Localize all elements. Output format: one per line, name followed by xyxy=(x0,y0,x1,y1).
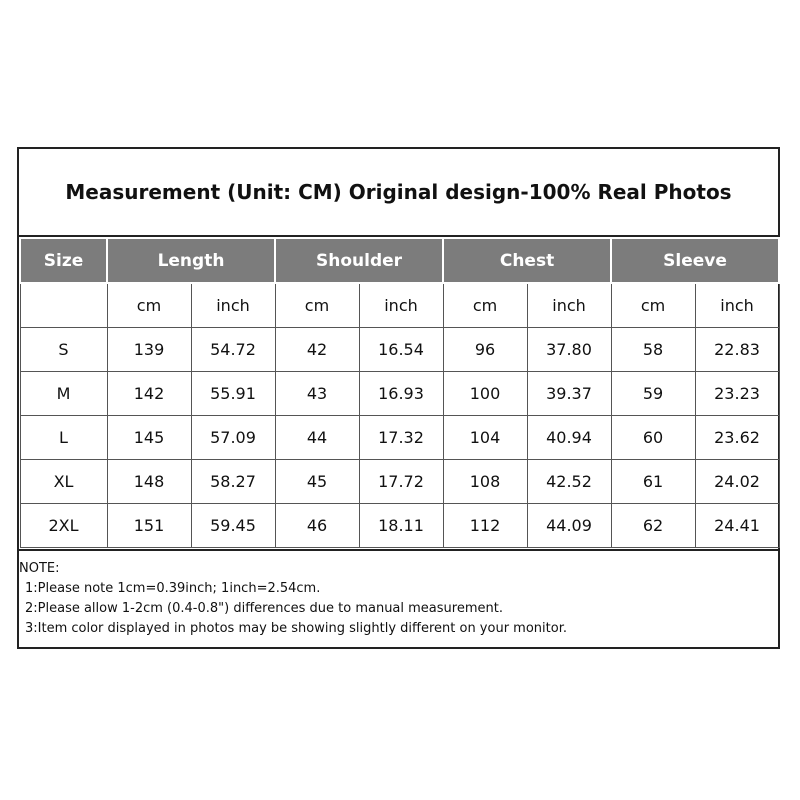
unit-sleeve-inch: inch xyxy=(695,283,779,328)
cell-length-cm: 139 xyxy=(107,328,191,372)
cell-sleeve-cm: 61 xyxy=(611,460,695,504)
unit-sleeve-cm: cm xyxy=(611,283,695,328)
header-chest: Chest xyxy=(443,238,611,283)
notes-section xyxy=(19,549,778,639)
header-length: Length xyxy=(107,238,275,283)
chart-title: Measurement (Unit: CM) Original design-100% Real Photos xyxy=(19,149,778,237)
cell-chest-cm: 104 xyxy=(443,416,527,460)
size-table xyxy=(19,237,780,548)
cell-chest-inch: 37.80 xyxy=(527,328,611,372)
table-row xyxy=(20,504,779,548)
unit-shoulder-cm: cm xyxy=(275,283,359,328)
unit-chest-cm: cm xyxy=(443,283,527,328)
header-shoulder: Shoulder xyxy=(275,238,443,283)
unit-row xyxy=(20,283,779,328)
notes-title: NOTE: xyxy=(19,561,60,576)
header-size: Size xyxy=(20,238,107,283)
cell-length-cm: 151 xyxy=(107,504,191,548)
cell-chest-inch: 40.94 xyxy=(527,416,611,460)
cell-shoulder-cm: 44 xyxy=(275,416,359,460)
cell-length-inch: 54.72 xyxy=(191,328,275,372)
cell-shoulder-inch: 17.32 xyxy=(359,416,443,460)
note-line: 3:Item color displayed in photos may be showing slightly different on your monitor. xyxy=(25,621,567,636)
cell-length-inch: 58.27 xyxy=(191,460,275,504)
note-line: 1:Please note 1cm=0.39inch; 1inch=2.54cm. xyxy=(25,581,321,596)
cell-sleeve-inch: 23.62 xyxy=(695,416,779,460)
header-sleeve: Sleeve xyxy=(611,238,779,283)
cell-length-cm: 148 xyxy=(107,460,191,504)
cell-chest-cm: 112 xyxy=(443,504,527,548)
note-line: 2:Please allow 1-2cm (0.4-0.8") differences due to manual measurement. xyxy=(25,601,503,616)
header-row xyxy=(20,238,779,283)
cell-sleeve-cm: 59 xyxy=(611,372,695,416)
cell-sleeve-cm: 62 xyxy=(611,504,695,548)
cell-size: S xyxy=(20,328,107,372)
cell-length-cm: 142 xyxy=(107,372,191,416)
table-row xyxy=(20,460,779,504)
cell-shoulder-inch: 16.93 xyxy=(359,372,443,416)
cell-size: XL xyxy=(20,460,107,504)
cell-size: M xyxy=(20,372,107,416)
cell-shoulder-inch: 18.11 xyxy=(359,504,443,548)
cell-chest-inch: 42.52 xyxy=(527,460,611,504)
cell-size: L xyxy=(20,416,107,460)
cell-length-inch: 55.91 xyxy=(191,372,275,416)
cell-size: 2XL xyxy=(20,504,107,548)
cell-chest-cm: 96 xyxy=(443,328,527,372)
unit-blank xyxy=(20,283,107,328)
cell-shoulder-inch: 17.72 xyxy=(359,460,443,504)
table-row xyxy=(20,372,779,416)
cell-shoulder-cm: 46 xyxy=(275,504,359,548)
table-row xyxy=(20,416,779,460)
cell-length-cm: 145 xyxy=(107,416,191,460)
cell-length-inch: 57.09 xyxy=(191,416,275,460)
size-chart xyxy=(17,147,780,649)
cell-chest-inch: 39.37 xyxy=(527,372,611,416)
unit-shoulder-inch: inch xyxy=(359,283,443,328)
cell-sleeve-inch: 22.83 xyxy=(695,328,779,372)
cell-shoulder-cm: 45 xyxy=(275,460,359,504)
cell-shoulder-inch: 16.54 xyxy=(359,328,443,372)
unit-length-inch: inch xyxy=(191,283,275,328)
unit-length-cm: cm xyxy=(107,283,191,328)
unit-chest-inch: inch xyxy=(527,283,611,328)
cell-shoulder-cm: 42 xyxy=(275,328,359,372)
cell-sleeve-inch: 24.41 xyxy=(695,504,779,548)
cell-chest-cm: 108 xyxy=(443,460,527,504)
table-row xyxy=(20,328,779,372)
cell-sleeve-cm: 58 xyxy=(611,328,695,372)
cell-sleeve-inch: 23.23 xyxy=(695,372,779,416)
cell-sleeve-inch: 24.02 xyxy=(695,460,779,504)
cell-length-inch: 59.45 xyxy=(191,504,275,548)
cell-shoulder-cm: 43 xyxy=(275,372,359,416)
cell-chest-cm: 100 xyxy=(443,372,527,416)
cell-sleeve-cm: 60 xyxy=(611,416,695,460)
cell-chest-inch: 44.09 xyxy=(527,504,611,548)
